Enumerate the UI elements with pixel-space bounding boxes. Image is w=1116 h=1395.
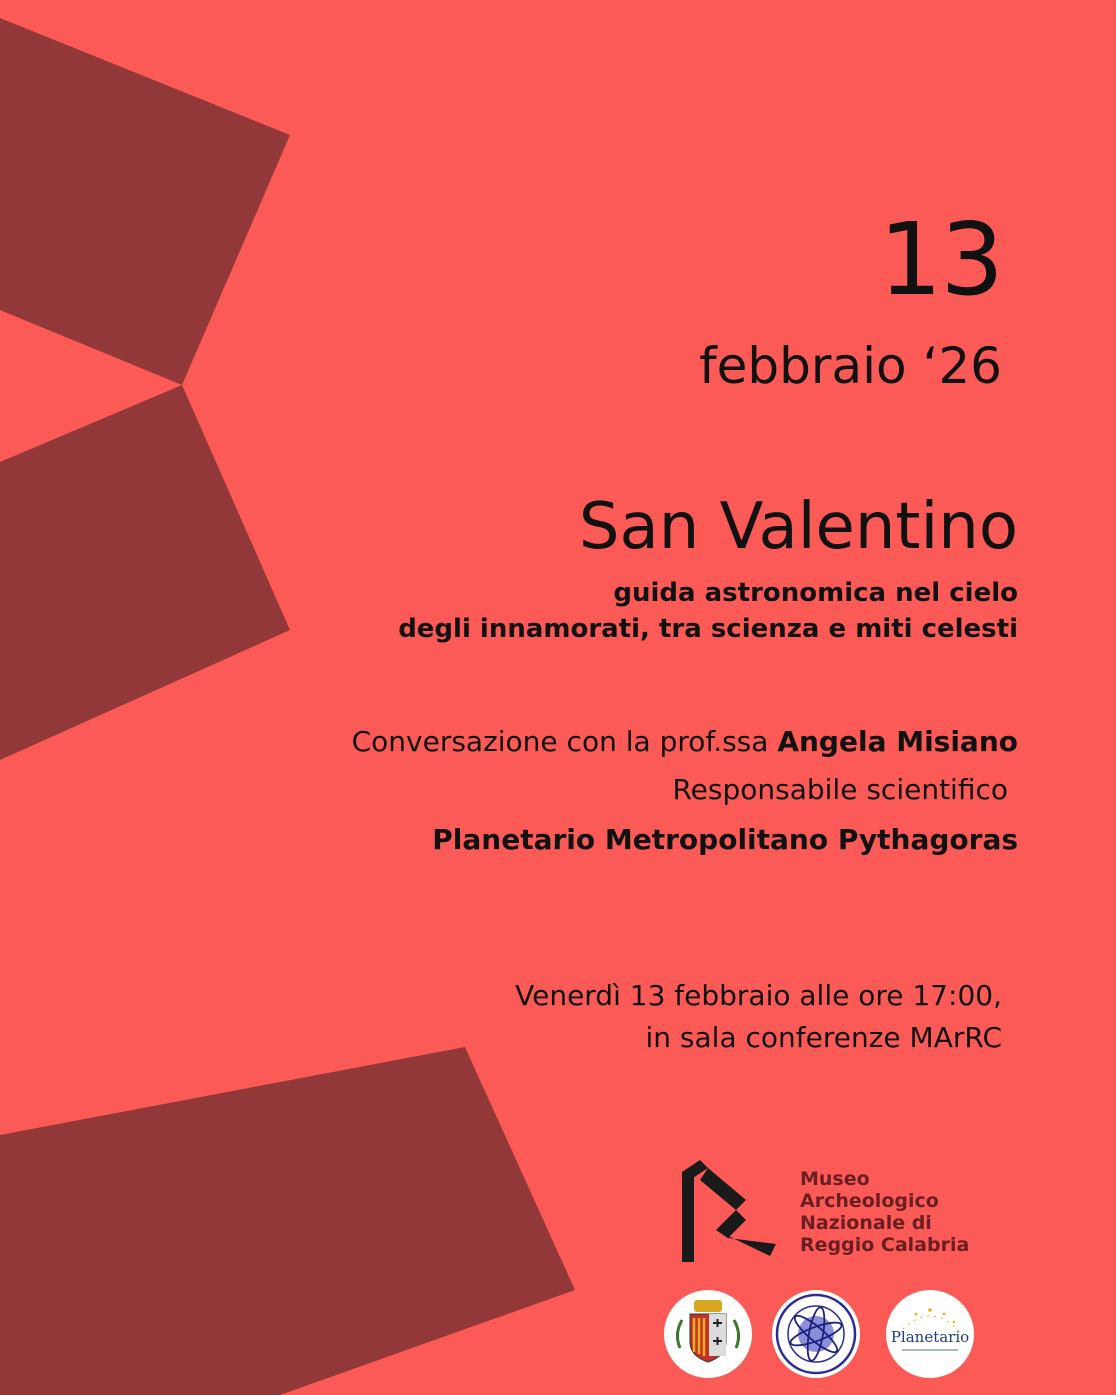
city-coat-of-arms-badge bbox=[664, 1290, 752, 1378]
event-when bbox=[300, 975, 1002, 1059]
speaker-name: Angela Misiano bbox=[777, 725, 1018, 758]
speaker-line bbox=[150, 720, 1018, 764]
astronomical-society-badge bbox=[772, 1290, 860, 1378]
museum-name-line-1: Museo bbox=[800, 1168, 870, 1190]
speaker-organization: Planetario Metropolitano Pythagoras bbox=[432, 823, 1018, 856]
shape-bottom bbox=[0, 1047, 575, 1395]
when-venue: in sala conferenze MArRC bbox=[645, 1021, 1002, 1054]
museum-name-line-3: Nazionale di bbox=[800, 1212, 932, 1234]
event-day: 13 bbox=[878, 201, 1002, 318]
museum-name-line-4: Reggio Calabria bbox=[800, 1234, 970, 1256]
shape-middle bbox=[0, 385, 290, 760]
shape-top bbox=[0, 18, 290, 385]
museum-name bbox=[800, 1168, 1060, 1256]
subtitle-line-1: guida astronomica nel cielo bbox=[613, 578, 1018, 608]
event-subtitle bbox=[300, 575, 1018, 647]
museum-logo-icon bbox=[678, 1158, 778, 1268]
event-title: San Valentino bbox=[578, 490, 1018, 564]
subtitle-line-2: degli innamorati, tra scienza e miti celesti bbox=[398, 614, 1018, 644]
speaker-role: Responsabile scientifico bbox=[672, 773, 1008, 806]
speaker-intro: Conversazione con la prof.ssa bbox=[351, 725, 769, 758]
event-month-year: febbraio ‘26 bbox=[699, 337, 1002, 395]
planetarium-logo-icon bbox=[886, 1290, 974, 1378]
when-date-time: Venerdì 13 febbraio alle ore 17:00, bbox=[515, 979, 1002, 1012]
coat-of-arms-icon bbox=[664, 1290, 752, 1378]
planetarium-badge bbox=[886, 1290, 974, 1378]
society-logo-icon bbox=[772, 1290, 860, 1378]
museum-name-line-2: Archeologico bbox=[800, 1190, 939, 1212]
planetarium-label: Planetario bbox=[890, 1328, 970, 1346]
